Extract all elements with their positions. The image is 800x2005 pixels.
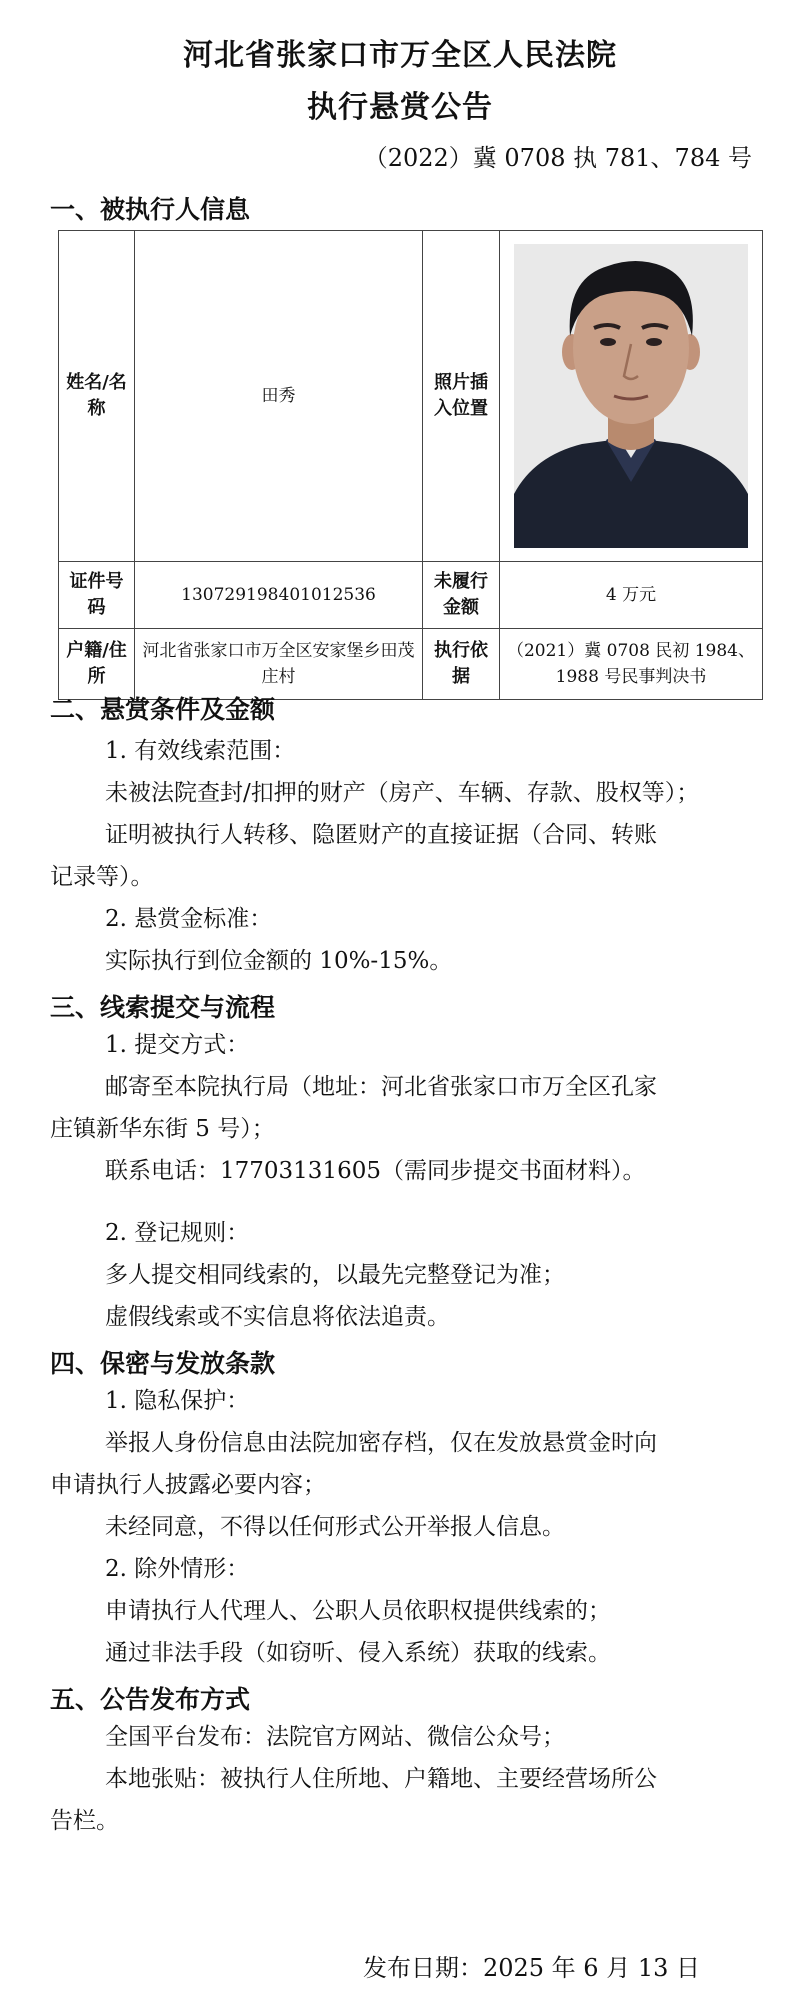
s2-item1-line1: 未被法院查封/扣押的财产（房产、车辆、存款、股权等）； xyxy=(105,780,700,806)
basis-value: （2021）冀 0708 民初 1984、1988 号民事判决书 xyxy=(500,629,763,700)
table-row xyxy=(59,562,763,629)
s4-item2-title: 2. 除外情形： xyxy=(105,1556,250,1582)
s3-item2-title: 2. 登记规则： xyxy=(105,1220,250,1246)
debtor-photo xyxy=(514,244,748,548)
name-value: 田秀 xyxy=(135,231,423,562)
s4-item2-line2: 通过非法手段（如窃听、侵入系统）获取的线索。 xyxy=(105,1640,611,1666)
s2-item2-line1: 实际执行到位金额的 10%-15%。 xyxy=(105,948,453,974)
unpaid-value: 4 万元 xyxy=(500,562,763,629)
s2-item1-title: 1. 有效线索范围： xyxy=(105,738,296,764)
s3-item2-line1: 多人提交相同线索的，以最先完整登记为准； xyxy=(105,1262,565,1288)
s5-line3: 告栏。 xyxy=(50,1808,119,1834)
debtor-info-table xyxy=(58,230,763,700)
s4-item1-line1: 举报人身份信息由法院加密存档，仅在发放悬赏金时向 xyxy=(105,1430,657,1456)
s5-line1: 全国平台发布：法院官方网站、微信公众号； xyxy=(105,1724,565,1750)
section4-heading: 四、保密与发放条款 xyxy=(50,1349,276,1378)
id-label: 证件号码 xyxy=(59,562,135,629)
s2-item2-title: 2. 悬赏金标准： xyxy=(105,906,273,932)
s3-item1-title: 1. 提交方式： xyxy=(105,1032,250,1058)
unpaid-label: 未履行金额 xyxy=(423,562,500,629)
section1-heading: 一、被执行人信息 xyxy=(50,195,251,224)
s4-item1-line3: 未经同意，不得以任何形式公开举报人信息。 xyxy=(105,1514,565,1540)
publish-date: 发布日期：2025 年 6 月 13 日 xyxy=(362,1954,700,1982)
notice-title: 执行悬赏公告 xyxy=(307,90,493,125)
domicile-value: 河北省张家口市万全区安家堡乡田茂庄村 xyxy=(135,629,423,700)
s4-item2-line1: 申请执行人代理人、公职人员依职权提供线索的； xyxy=(105,1598,611,1624)
s3-item1-line2: 庄镇新华东街 5 号）； xyxy=(50,1116,275,1142)
section5-heading: 五、公告发布方式 xyxy=(50,1685,251,1714)
s3-item1-line3: 联系电话：17703131605（需同步提交书面材料）。 xyxy=(105,1158,646,1184)
s5-line2: 本地张贴：被执行人住所地、户籍地、主要经营场所公 xyxy=(105,1766,657,1792)
photo-label: 照片插入位置 xyxy=(423,231,500,562)
case-number: （2022）冀 0708 执 781、784 号 xyxy=(363,144,752,172)
id-value: 130729198401012536 xyxy=(135,562,423,629)
basis-label: 执行依据 xyxy=(423,629,500,700)
s3-item1-line1: 邮寄至本院执行局（地址：河北省张家口市万全区孔家 xyxy=(105,1074,657,1100)
court-name: 河北省张家口市万全区人民法院 xyxy=(183,38,617,73)
domicile-label: 户籍/住所 xyxy=(59,629,135,700)
section2-heading: 二、悬赏条件及金额 xyxy=(50,695,276,724)
photo-cell xyxy=(500,231,763,562)
name-label: 姓名/名称 xyxy=(59,231,135,562)
s2-item1-line3: 记录等）。 xyxy=(50,864,154,890)
s2-item1-line2: 证明被执行人转移、隐匿财产的直接证据（合同、转账 xyxy=(105,822,657,848)
table-row xyxy=(59,231,763,562)
table-row xyxy=(59,629,763,700)
s4-item1-title: 1. 隐私保护： xyxy=(105,1388,250,1414)
s4-item1-line2: 申请执行人披露必要内容； xyxy=(50,1472,326,1498)
s3-item2-line2: 虚假线索或不实信息将依法追责。 xyxy=(105,1304,450,1330)
section3-heading: 三、线索提交与流程 xyxy=(50,993,276,1022)
